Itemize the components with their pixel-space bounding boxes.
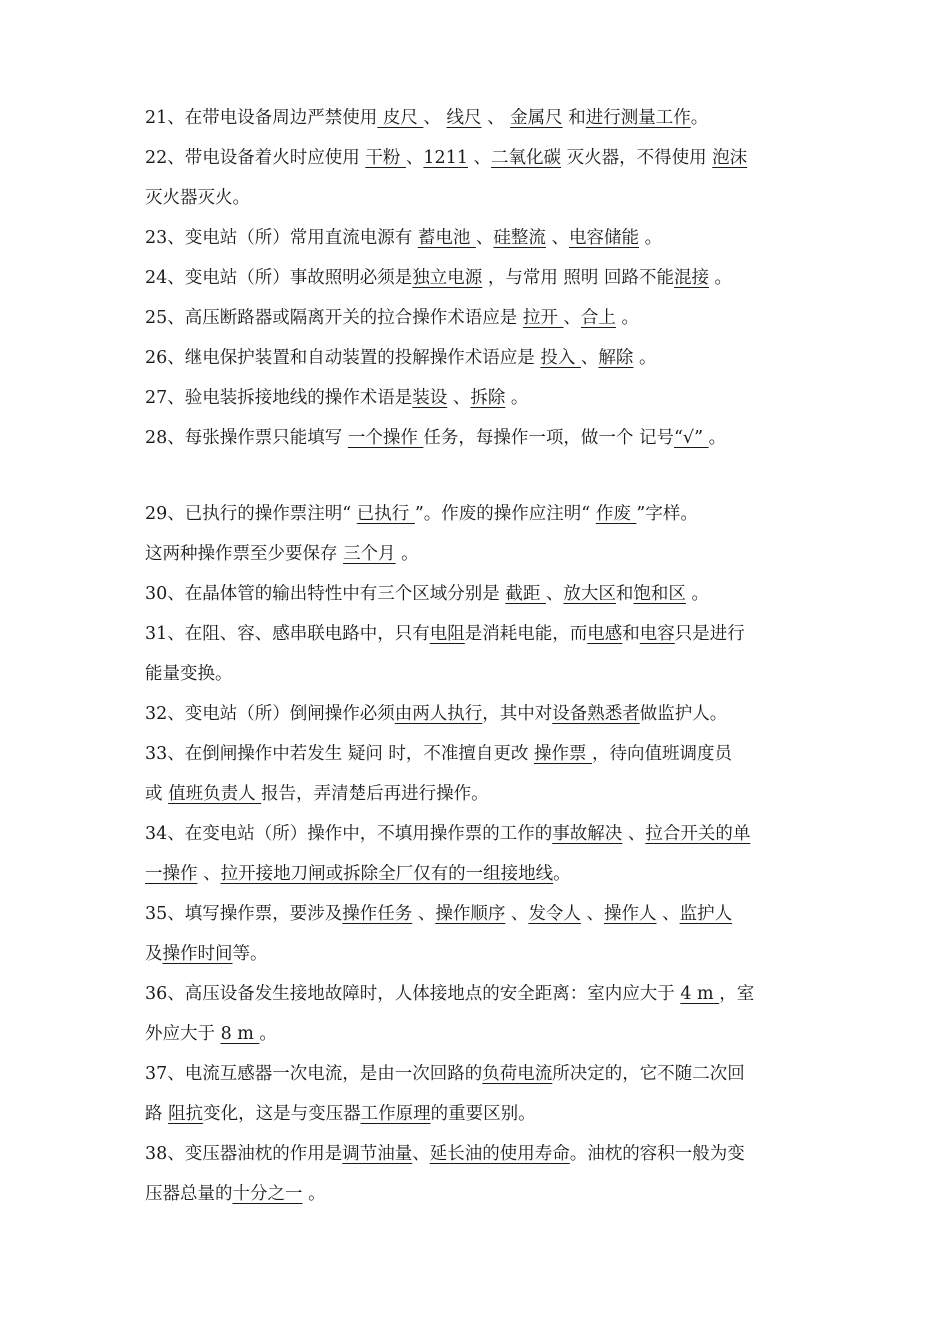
question-q26 (145, 338, 815, 378)
question-q22 (145, 138, 815, 218)
question-line (145, 854, 815, 894)
question-text: 、 (545, 228, 569, 248)
answer-blank: 进行测量工作 (585, 108, 691, 128)
answer-blank: 延长油的使用寿命 (429, 1144, 570, 1164)
question-q23 (145, 218, 815, 258)
question-line (145, 418, 815, 458)
question-text: 、 (467, 148, 492, 168)
answer-blank: 截距 (505, 584, 546, 604)
question-line (145, 1094, 815, 1134)
question-text: 、 (622, 824, 646, 844)
answer-blank: 电阻 (429, 624, 465, 644)
answer-blank: 线尺 (446, 108, 482, 128)
question-line (145, 138, 815, 178)
question-line (145, 1014, 815, 1054)
question-line (145, 378, 815, 418)
question-text: 38、变压器油枕的作用是 (145, 1144, 343, 1164)
question-text: 、 (475, 228, 494, 248)
question-text: 。 (639, 228, 663, 248)
question-q29 (145, 494, 815, 574)
question-text: 只是进行 (674, 624, 745, 644)
question-text: 任务，每操作一项，做一个 记号 (423, 428, 674, 448)
answer-blank: 混接 (673, 268, 709, 288)
question-text: 、 (423, 108, 447, 128)
answer-blank: 电感 (587, 624, 623, 644)
question-q24 (145, 258, 815, 298)
question-q35 (145, 894, 815, 974)
answer-blank: 监护人 (679, 904, 733, 924)
question-q28 (145, 418, 815, 458)
answer-blank: 作废 (595, 504, 637, 524)
question-line (145, 934, 815, 974)
question-text: 。 (708, 268, 733, 288)
answer-blank: 一个操作 (347, 428, 424, 448)
question-text: 。 (708, 428, 727, 448)
question-q32 (145, 694, 815, 734)
question-text: ，与常用 照明 回路不能 (482, 268, 674, 288)
question-line (145, 894, 815, 934)
question-line (145, 814, 815, 854)
question-text: 和 (615, 584, 634, 604)
question-line (145, 694, 815, 734)
answer-blank: 二氧化碳 (491, 148, 562, 168)
question-q36 (145, 974, 815, 1054)
answer-blank: 调节油量 (342, 1144, 413, 1164)
answer-blank: 1211 (423, 148, 468, 168)
question-text: 。 (633, 348, 657, 368)
question-text: 23、变电站（所）常用直流电源有 (145, 228, 418, 248)
question-text: 35、填写操作票，要涉及 (145, 904, 343, 924)
answer-blank: 操作人 (604, 904, 657, 924)
question-line (145, 338, 815, 378)
answer-blank: 放大区 (563, 584, 616, 604)
question-text: 36、高压设备发生接地故障时，人体接地点的安全距离：室内应大于 (145, 984, 681, 1004)
answer-blank: 操作票 (533, 744, 593, 764)
question-line (145, 774, 815, 814)
question-text: 报告，弄清楚后再进行操作。 (261, 784, 489, 804)
question-text: 28、每张操作票只能填写 (145, 428, 348, 448)
answer-blank: 合上 (580, 308, 616, 328)
question-text: 路 (145, 1104, 169, 1124)
document-body (145, 98, 815, 1214)
question-line (145, 298, 815, 338)
answer-blank: 一操作 (145, 864, 198, 884)
answer-blank: 工作原理 (360, 1104, 431, 1124)
question-text: 37、电流互感器一次电流，是由一次回路的 (145, 1064, 483, 1084)
question-text: 、 (481, 108, 511, 128)
question-text: 22、带电设备着火时应使用 (145, 148, 366, 168)
answer-blank: 由两人执行 (394, 704, 483, 724)
answer-blank: 拉开接地刀闸或拆除全厂仅有的一组接地线 (220, 864, 554, 884)
question-text: 34、在变电站（所）操作中，不填用操作票的工作的 (145, 824, 553, 844)
question-line (145, 98, 815, 138)
answer-blank: 解除 (598, 348, 634, 368)
question-text: 是消耗电能，而 (464, 624, 588, 644)
question-text: 变化，这是与变压器 (203, 1104, 361, 1124)
answer-blank: 干粉 (365, 148, 406, 168)
question-text: 26、继电保护装置和自动装置的投解操作术语应是 (145, 348, 541, 368)
answer-blank: 三个月 (343, 544, 396, 564)
question-q25 (145, 298, 815, 338)
question-line (145, 734, 815, 774)
question-line (145, 178, 815, 218)
answer-blank: 皮尺 (377, 108, 424, 128)
question-text: 、 (563, 308, 581, 328)
question-text: 、 (580, 904, 605, 924)
answer-blank: 十分之一 (232, 1184, 303, 1204)
question-text: 。 (685, 584, 709, 604)
answer-blank: 已执行 (356, 504, 415, 524)
question-text: ，室 (719, 984, 755, 1004)
question-text: 、 (405, 148, 424, 168)
question-text: 做监护人。 (639, 704, 728, 724)
question-text: 24、变电站（所）事故照明必须是 (145, 268, 413, 288)
question-text: 。 (302, 1184, 326, 1204)
question-text: 、 (505, 904, 529, 924)
question-text: 。 (259, 1024, 277, 1044)
question-q33 (145, 734, 815, 814)
question-text: 25、高压断路器或隔离开关的拉合操作术语应是 (145, 308, 523, 328)
answer-blank: 电容储能 (569, 228, 639, 248)
question-line (145, 654, 815, 694)
question-q34 (145, 814, 815, 894)
question-text: 33、在倒闸操作中若发生 疑问 时，不准擅自更改 (145, 744, 534, 764)
question-text: 、 (197, 864, 221, 884)
question-text: 等。 (232, 944, 268, 964)
question-line (145, 1174, 815, 1214)
answer-blank: 发令人 (528, 904, 581, 924)
question-line (145, 1054, 815, 1094)
question-text: 、 (412, 904, 436, 924)
question-text: 32、变电站（所）倒闸操作必须 (145, 704, 395, 724)
question-text: 。 (505, 388, 529, 408)
answer-blank: 值班负责人 (168, 784, 262, 804)
answer-blank: 操作顺序 (435, 904, 506, 924)
question-text: 的重要区别。 (430, 1104, 536, 1124)
question-text: 和 (622, 624, 640, 644)
answer-blank: 蓄电池 (417, 228, 476, 248)
question-text: 能量变换。 (145, 664, 233, 684)
question-text: 、 (580, 348, 599, 368)
question-text: 。 (690, 108, 709, 128)
answer-blank: 负荷电流 (482, 1064, 553, 1084)
question-text: 和 (562, 108, 586, 128)
answer-blank: 操作时间 (162, 944, 233, 964)
question-text: 、 (412, 1144, 430, 1164)
question-text: 27、验电装拆接地线的操作术语是 (145, 388, 413, 408)
answer-blank: 电容 (639, 624, 675, 644)
answer-blank: 设备熟悉者 (552, 704, 640, 724)
answer-blank: 饱和区 (633, 584, 686, 604)
answer-blank: 8 m (220, 1024, 260, 1044)
question-line (145, 258, 815, 298)
question-q27 (145, 378, 815, 418)
answer-blank: 拉合开关的单 (645, 824, 751, 844)
question-text: 灭火器灭火。 (145, 188, 250, 208)
question-line (145, 494, 815, 534)
question-text: ”字样。 (636, 504, 698, 524)
answer-blank: 独立电源 (412, 268, 483, 288)
question-text: 。 (553, 864, 571, 884)
question-text: 29、已执行的操作票注明“ (145, 504, 357, 524)
question-q37 (145, 1054, 815, 1134)
question-q38 (145, 1134, 815, 1214)
answer-blank: 泡沫 (712, 148, 748, 168)
question-line (145, 534, 815, 574)
question-line (145, 218, 815, 258)
question-line (145, 614, 815, 654)
question-text: 、 (545, 584, 564, 604)
question-text: 。 (615, 308, 639, 328)
question-text: 及 (145, 944, 163, 964)
blank-gap (145, 458, 815, 494)
question-text: 灭火器，不得使用 (561, 148, 713, 168)
answer-blank: 装设 (412, 388, 448, 408)
question-text: 外应大于 (145, 1024, 221, 1044)
answer-blank: 金属尺 (510, 108, 563, 128)
question-text: 压器总量的 (145, 1184, 233, 1204)
answer-blank: 阻抗 (168, 1104, 204, 1124)
question-text: ，待向值班调度员 (592, 744, 733, 764)
question-text: 。油枕的容积一般为变 (569, 1144, 745, 1164)
question-text: 、 (447, 388, 471, 408)
answer-blank: 拆除 (470, 388, 506, 408)
question-text: 这两种操作票至少要保存 (145, 544, 344, 564)
question-text: 。 (395, 544, 419, 564)
answer-blank: 投入 (540, 348, 581, 368)
question-text: ”。作废的操作应注明“ (414, 504, 596, 524)
answer-blank: 4 m (680, 984, 720, 1004)
answer-blank: “√” (673, 428, 709, 448)
question-text: 21、在带电设备周边严禁使用 (145, 108, 378, 128)
question-q30 (145, 574, 815, 614)
question-text: 31、在阻、容、感串联电路中，只有 (145, 624, 430, 644)
question-line (145, 574, 815, 614)
question-q31 (145, 614, 815, 694)
answer-blank: 操作任务 (342, 904, 413, 924)
question-text: 所决定的，它不随二次回 (552, 1064, 745, 1084)
question-text: ，其中对 (482, 704, 553, 724)
question-text: 30、在晶体管的输出特性中有三个区域分别是 (145, 584, 506, 604)
answer-blank: 拉开 (522, 308, 564, 328)
question-line (145, 1134, 815, 1174)
answer-blank: 硅整流 (493, 228, 546, 248)
question-line (145, 974, 815, 1014)
question-text: 、 (656, 904, 680, 924)
answer-blank: 事故解决 (552, 824, 623, 844)
question-text: 或 (145, 784, 169, 804)
question-q21 (145, 98, 815, 138)
